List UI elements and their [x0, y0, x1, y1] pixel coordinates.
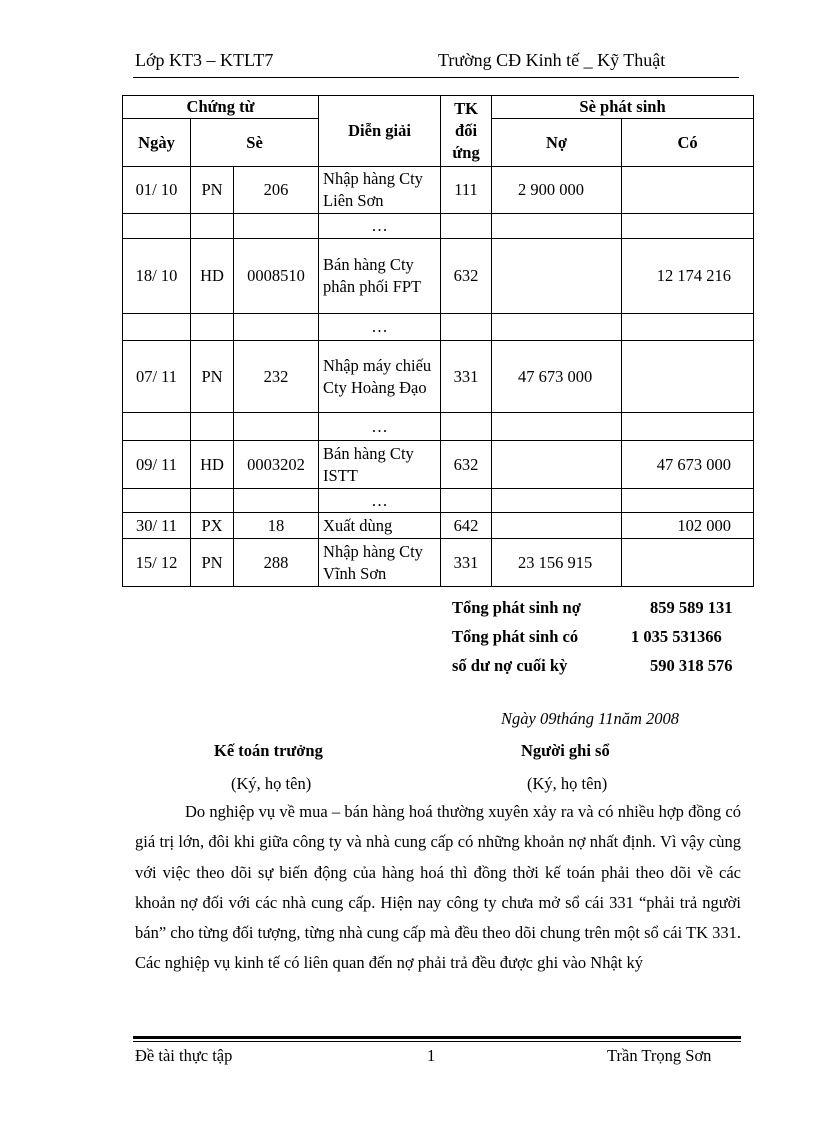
cell-ngay: 15/ 12: [123, 539, 191, 587]
cell-co: [622, 167, 754, 214]
cell-so: 18: [234, 513, 319, 539]
cell-tk: 632: [441, 239, 492, 314]
total-no-value: 859 589 131: [650, 598, 733, 617]
cell-tk: 331: [441, 539, 492, 587]
cell-no: 47 673 000: [492, 341, 622, 413]
cell-co: 12 174 216: [622, 239, 754, 314]
footer-divider-thin: [133, 1041, 741, 1042]
total-co-label: Tổng phát sinh có: [452, 627, 579, 646]
cell-so: 232: [234, 341, 319, 413]
cell-loai: HD: [191, 441, 234, 489]
ellipsis: …: [319, 413, 441, 441]
ledger-table: [122, 95, 754, 587]
cell-dien-giai: Xuất dùng: [319, 513, 441, 539]
cell-so: 0003202: [234, 441, 319, 489]
header-class: Lớp KT3 – KTLT7: [135, 50, 274, 70]
table-row: [123, 513, 754, 539]
cell-no: 23 156 915: [492, 539, 622, 587]
col-no: Nợ: [492, 119, 622, 167]
col-so-phat-sinh: Sè phát sinh: [492, 96, 754, 119]
balance-value: 590 318 576: [650, 656, 733, 675]
table-row: [123, 539, 754, 587]
cell-ngay: 09/ 11: [123, 441, 191, 489]
cell-loai: PX: [191, 513, 234, 539]
table-row: [123, 239, 754, 314]
recorder-title: Người ghi sổ: [521, 741, 610, 760]
col-co: Có: [622, 119, 754, 167]
table-row: [123, 341, 754, 413]
cell-ngay: 18/ 10: [123, 239, 191, 314]
header-school: Trường CĐ Kinh tế _ Kỹ Thuật: [438, 50, 666, 70]
body-paragraph: Do nghiệp vụ về mua – bán hàng hoá thường xuyên xảy ra và có nhiều hợp đồng có giá trị lớn, đôi khi giữa công ty và nhà cung cấp có những khoản nợ nhất định. Vì vậy cùng với việc theo dõi sự biến động của hàng hoá thì đồng thời kế toán phải theo dõi về các khoản nợ đối với các nhà cung cấp. Hiện nay công ty chưa mở sổ cái 331 “phải trả người bán” cho từng đối tượng, từng nhà cung cấp mà đều theo dõi chung trên một sổ cái TK 331. Các nghiệp vụ kinh tế có liên quan đến nợ phải trả đều được ghi vào Nhật ký: [135, 802, 741, 973]
cell-loai: PN: [191, 167, 234, 214]
table-row: [123, 441, 754, 489]
cell-tk: 111: [441, 167, 492, 214]
cell-dien-giai: Nhập hàng Cty Vĩnh Sơn: [319, 539, 441, 587]
cell-so: 206: [234, 167, 319, 214]
cell-co: [622, 539, 754, 587]
cell-loai: HD: [191, 239, 234, 314]
footer-divider-thick: [133, 1036, 741, 1039]
cell-tk: 632: [441, 441, 492, 489]
cell-ngay: 07/ 11: [123, 341, 191, 413]
signature-date: Ngày 09tháng 11năm 2008: [501, 709, 679, 728]
cell-tk: 642: [441, 513, 492, 539]
cell-no: [492, 239, 622, 314]
cell-ngay: 01/ 10: [123, 167, 191, 214]
cell-no: [492, 513, 622, 539]
col-ngay: Ngày: [123, 119, 191, 167]
table-row: [123, 167, 754, 214]
page-number: 1: [427, 1046, 436, 1065]
ellipsis: …: [319, 314, 441, 341]
cell-dien-giai: Bán hàng Cty ISTT: [319, 441, 441, 489]
cell-loai: PN: [191, 341, 234, 413]
ellipsis-row: [123, 314, 754, 341]
col-so: Sè: [191, 119, 319, 167]
ellipsis: …: [319, 214, 441, 239]
cell-so: 0008510: [234, 239, 319, 314]
cell-no: 2 900 000: [492, 167, 622, 214]
ellipsis-row: [123, 413, 754, 441]
cell-dien-giai: Bán hàng Cty phân phối FPT: [319, 239, 441, 314]
balance-label: số dư nợ cuối kỳ: [452, 656, 568, 675]
chief-accountant-note: (Ký, họ tên): [231, 774, 312, 793]
footer-author: Trần Trọng Sơn: [607, 1046, 712, 1065]
cell-co: 47 673 000: [622, 441, 754, 489]
total-no-label: Tổng phát sinh nợ: [452, 598, 581, 617]
cell-so: 288: [234, 539, 319, 587]
cell-loai: PN: [191, 539, 234, 587]
ellipsis-row: [123, 214, 754, 239]
col-chung-tu: Chứng từ: [123, 96, 319, 119]
col-tk-doi-ung: TK đối ứng: [441, 96, 492, 167]
col-dien-giai: Diễn giải: [319, 96, 441, 167]
recorder-note: (Ký, họ tên): [527, 774, 608, 793]
header-divider: [133, 77, 739, 78]
chief-accountant-title: Kế toán trưởng: [214, 741, 323, 760]
cell-no: [492, 441, 622, 489]
cell-dien-giai: Nhập máy chiếu Cty Hoàng Đạo: [319, 341, 441, 413]
cell-dien-giai: Nhập hàng Cty Liên Sơn: [319, 167, 441, 214]
cell-co: [622, 341, 754, 413]
total-co-value: 1 035 531366: [631, 627, 722, 646]
cell-co: 102 000: [622, 513, 754, 539]
cell-tk: 331: [441, 341, 492, 413]
footer-topic: Đề tài thực tập: [135, 1046, 233, 1065]
ellipsis: …: [319, 489, 441, 513]
cell-ngay: 30/ 11: [123, 513, 191, 539]
ellipsis-row: [123, 489, 754, 513]
